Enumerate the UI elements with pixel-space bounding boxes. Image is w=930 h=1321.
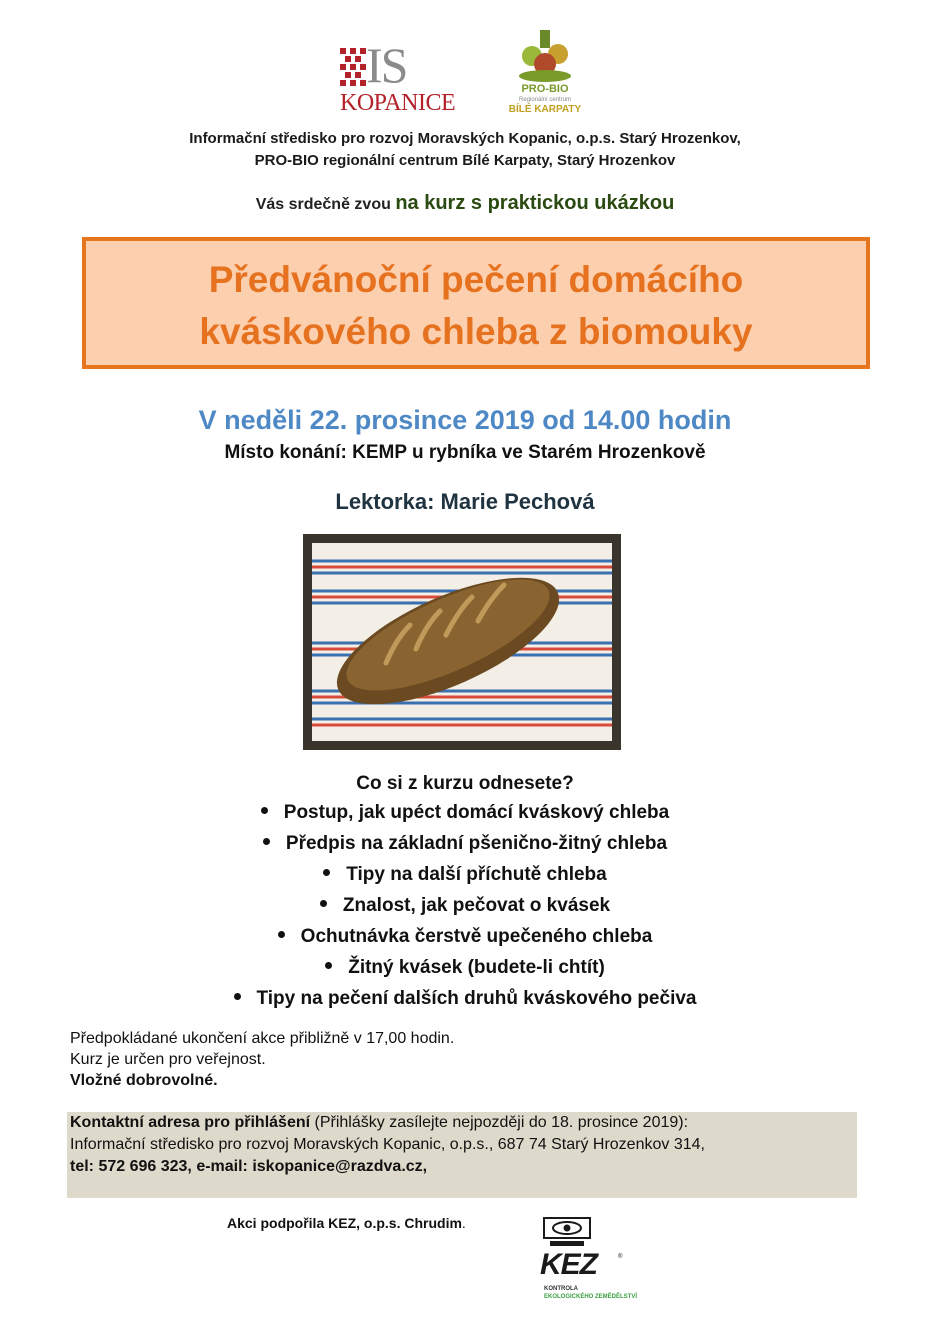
- bread-loaf-image: [312, 543, 612, 741]
- contact-heading: [67, 1112, 857, 1134]
- list-item: [0, 890, 930, 921]
- event-venue: Místo konání: KEMP u rybníka ve Starém Hrozenkově: [224, 442, 706, 463]
- sponsor-end: .: [461, 1215, 466, 1231]
- list-item-text: Postup, jak upéct domácí kváskový chleba: [283, 802, 670, 823]
- logo-is-text: IS: [366, 37, 407, 93]
- list-item: [0, 952, 930, 983]
- logo-kopanice-text: KOPANICE: [340, 90, 456, 116]
- produce-basket-icon: [514, 28, 576, 82]
- contact-label: Kontaktní adresa pro přihlášení: [70, 1114, 311, 1131]
- list-item-text: Ochutnávka čerstvě upečeného chleba: [300, 926, 653, 947]
- course-title-line-1: Předvánoční pečení domácího: [208, 259, 744, 300]
- list-item: [0, 859, 930, 890]
- course-title-line-2: kváskového chleba z biomouky: [199, 311, 753, 352]
- kez-mark-text: KEZ: [540, 1248, 597, 1281]
- note-end-time: Předpokládané ukončení akce přibližně v 17,00 hodin.: [70, 1030, 455, 1047]
- probio-region: BÍLÉ KARPATY: [508, 104, 582, 115]
- sponsor-note: [227, 1215, 466, 1231]
- kez-logo: [536, 1216, 646, 1306]
- kez-registered: ®: [618, 1254, 623, 1260]
- list-item-text: Tipy na další příchutě chleba: [346, 864, 607, 885]
- bullet-icon: [263, 838, 270, 845]
- organizer-line-2: PRO-BIO regionální centrum Bílé Karpaty, Starý Hrozenkov: [254, 152, 676, 169]
- organizer-line-1: Informační středisko pro rozvoj Moravských Kopanic, o.p.s. Starý Hrozenkov,: [189, 130, 741, 147]
- contact-phone-email: tel: 572 696 323, e-mail: iskopanice@razdva.cz,: [70, 1158, 428, 1175]
- kez-line-1: KONTROLA: [544, 1286, 578, 1292]
- note-fee: Vložné dobrovolné.: [70, 1072, 218, 1089]
- invitation-line: [0, 192, 930, 215]
- course-title-box: [82, 237, 870, 369]
- contact-deadline: (Přihlášky zasílejte nejpozději do 18. prosince 2019):: [310, 1114, 689, 1131]
- list-item: [0, 983, 930, 1014]
- contact-box: [67, 1112, 857, 1198]
- bullet-icon: [325, 962, 332, 969]
- kez-line-2: EKOLOGICKÉHO ZEMĚDĚLSTVÍ: [544, 1294, 638, 1300]
- event-notes: [70, 1028, 454, 1091]
- contact-address: Informační středisko pro rozvoj Moravských Kopanic, o.p.s., 687 74 Starý Hrozenkov 314,: [70, 1136, 705, 1153]
- bullet-icon: [234, 993, 241, 1000]
- invitation-prefix: Vás srdečně zvou: [255, 196, 396, 213]
- benefits-list: [0, 797, 930, 1014]
- list-item: [0, 921, 930, 952]
- kez-mark: [540, 1248, 597, 1282]
- list-item-text: Předpis na základní pšeničnо-žitný chleba: [285, 833, 668, 854]
- list-item-text: Znalost, jak pečovat o kvásek: [342, 895, 611, 916]
- probio-sub: Regionální centrum: [518, 97, 572, 103]
- note-public: Kurz je určen pro veřejnost.: [70, 1051, 266, 1068]
- bullet-icon: [320, 900, 327, 907]
- list-item: [0, 828, 930, 859]
- bullet-icon: [278, 931, 285, 938]
- organizers: [0, 128, 930, 172]
- bread-photo: [303, 534, 621, 750]
- event-date: V neděli 22. prosince 2019 od 14.00 hodin: [198, 405, 732, 435]
- list-item: [0, 797, 930, 828]
- is-kopanice-logo: [338, 38, 458, 118]
- list-item-text: Žitný kvásek (budete-li chtít): [348, 957, 605, 978]
- sponsor-text: Akci podpořila KEZ, o.p.s. Chrudim: [227, 1215, 462, 1231]
- eye-icon: [542, 1216, 592, 1248]
- invitation-emphasis: na kurz s praktickou ukázkou: [395, 192, 675, 214]
- probio-logo: [500, 28, 590, 120]
- event-lector: Lektorka: Marie Pechová: [335, 489, 595, 514]
- benefits-heading: Co si z kurzu odnesete?: [356, 773, 574, 794]
- bullet-icon: [323, 869, 330, 876]
- bullet-icon: [261, 807, 268, 814]
- list-item-text: Tipy na pečení dalších druhů kváskového pečiva: [256, 988, 697, 1009]
- probio-name: PRO-BIO: [521, 83, 569, 95]
